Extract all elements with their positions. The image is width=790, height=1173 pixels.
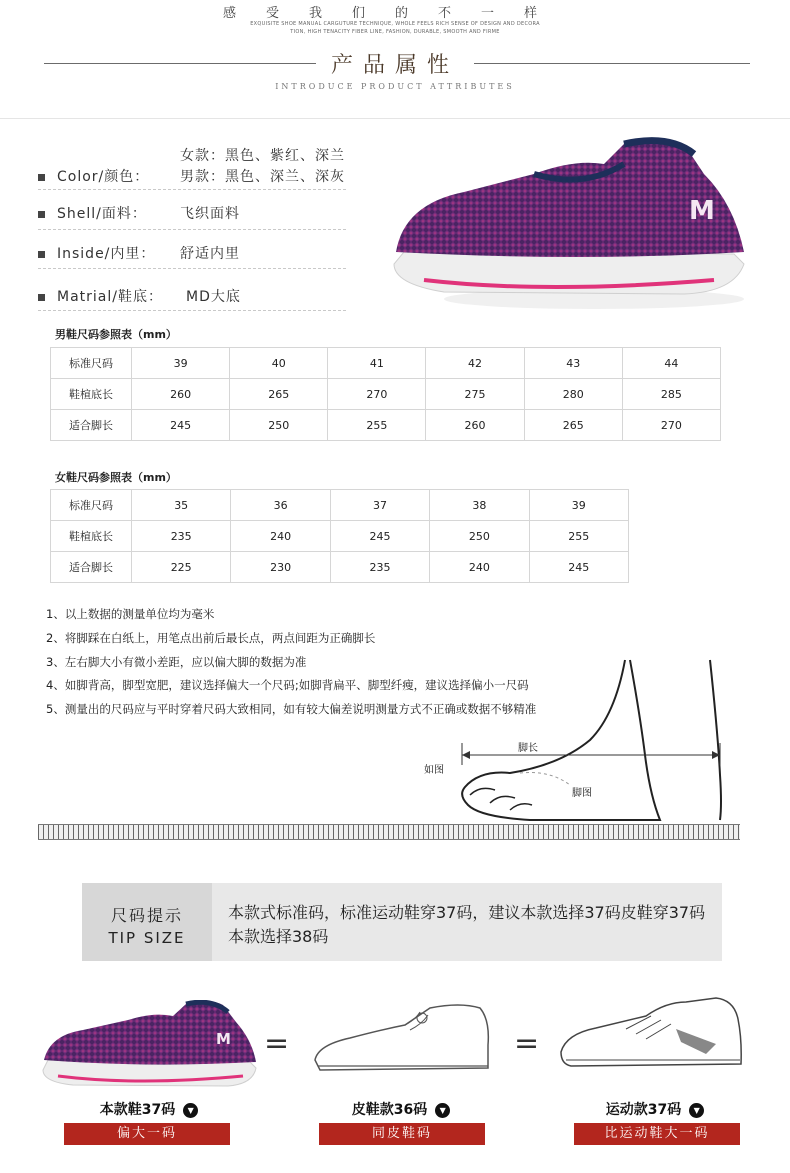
- label-foot-length: 脚长: [518, 743, 538, 754]
- note-item: 2、将脚踩在白纸上，用笔点出前后最长点，两点间距为正确脚长: [46, 630, 376, 645]
- table-cell: 240: [231, 521, 330, 552]
- table-cell: 265: [230, 379, 328, 410]
- table-cell: 230: [231, 552, 330, 583]
- table-cell: 260: [132, 379, 230, 410]
- product-shoe-image: [384, 134, 754, 314]
- table-cell: 37: [330, 490, 429, 521]
- table-cell: 250: [430, 521, 529, 552]
- table-row: [51, 348, 721, 379]
- matrial-value: MD大底: [186, 289, 241, 305]
- arrow-down-icon: ▼: [689, 1103, 704, 1118]
- row-label: 标准尺码: [51, 348, 132, 379]
- tip-label-en: TIP SIZE: [108, 929, 186, 947]
- table-cell: 270: [328, 379, 426, 410]
- table-cell: 245: [529, 552, 628, 583]
- color-men-value: 男款：黑色、深兰、深灰: [180, 169, 345, 185]
- table-row: [51, 490, 629, 521]
- table-cell: 265: [524, 410, 622, 441]
- caption-leather-shoe: [316, 1099, 486, 1119]
- table-row: [51, 552, 629, 583]
- table-cell: 44: [622, 348, 720, 379]
- arrow-down-icon: ▼: [435, 1103, 450, 1118]
- table-cell: 245: [330, 521, 429, 552]
- table-cell: 260: [426, 410, 524, 441]
- bar-sports-shoe: 比运动鞋大一码: [574, 1123, 740, 1145]
- equals-sign-1: =: [264, 1026, 290, 1061]
- table-cell: 255: [529, 521, 628, 552]
- attr-divider: [38, 229, 346, 230]
- men-table-caption: 男鞋尺码参照表（mm）: [55, 328, 177, 341]
- women-size-table: [50, 489, 629, 583]
- section-title: 产品属性: [330, 53, 459, 78]
- women-table-caption: 女鞋尺码参照表（mm）: [55, 471, 177, 484]
- header-rule: [0, 118, 790, 119]
- this-shoe-image: [38, 1000, 258, 1090]
- caption-this-shoe-text: 本款鞋37码: [99, 1102, 176, 1118]
- table-cell: 250: [230, 410, 328, 441]
- bullet-icon: [38, 294, 45, 301]
- shell-value: 飞织面料: [180, 206, 240, 222]
- arrow-down-icon: ▼: [183, 1103, 198, 1118]
- sub-line-1: EXQUISITE SHOE MANUAL CARGUTURE TECHNIQUE, WHOLE FEELS RICH SENSE OF DESIGN AND DECORA: [250, 21, 540, 27]
- color-label: Color/颜色：: [57, 169, 150, 185]
- row-label: 鞋楦底长: [51, 379, 132, 410]
- tip-label-block: [82, 883, 212, 961]
- table-cell: 35: [132, 490, 231, 521]
- shell-label: Shell/面料：: [57, 206, 147, 222]
- sub-line-2: TION, HIGH TENACITY FIBER LINE, FASHION, DURABLE, SMOOTH AND FIRME: [290, 29, 500, 35]
- table-cell: 235: [132, 521, 231, 552]
- table-cell: 280: [524, 379, 622, 410]
- ruler: [38, 824, 740, 840]
- tip-text: 本款式标准码，标准运动鞋穿37码，建议本款选择37码皮鞋穿37码本款选择38码: [228, 903, 706, 946]
- table-cell: 285: [622, 379, 720, 410]
- bar-this-shoe: 偏大一码: [64, 1123, 230, 1145]
- bullet-icon: [38, 211, 45, 218]
- foot-diagram: [420, 655, 740, 825]
- men-size-table: [50, 347, 721, 441]
- note-item: 1、以上数据的测量单位均为毫米: [46, 607, 215, 621]
- table-cell: 39: [529, 490, 628, 521]
- tip-label-cn: 尺码提示: [110, 906, 183, 925]
- table-cell: 235: [330, 552, 429, 583]
- color-women-value: 女款：黑色、紫红、深兰: [180, 148, 345, 164]
- matrial-label: Matrial/鞋底：: [57, 289, 163, 305]
- table-cell: 255: [328, 410, 426, 441]
- note-item: 4、如脚背高，脚型宽肥，建议选择偏大一个尺码;如脚背扁平、脚型纤瘦，建议选择偏小一尺码: [46, 678, 529, 693]
- table-cell: 39: [132, 348, 230, 379]
- slogan: 感受我们的不一样: [222, 6, 567, 21]
- equals-sign-2: =: [514, 1026, 540, 1061]
- table-row: [51, 521, 629, 552]
- caption-leather-shoe-text: 皮鞋款36码: [351, 1102, 428, 1118]
- row-label: 标准尺码: [51, 490, 132, 521]
- svg-text:M: M: [216, 1030, 231, 1048]
- table-cell: 275: [426, 379, 524, 410]
- bar-leather-shoe: 同皮鞋码: [319, 1123, 485, 1145]
- inside-value: 舒适内里: [180, 246, 240, 262]
- row-label: 适合脚长: [51, 552, 132, 583]
- table-cell: 42: [426, 348, 524, 379]
- table-cell: 245: [132, 410, 230, 441]
- label-as-shown: 如图: [424, 765, 444, 776]
- note-item: 3、左右脚大小有微小差距，应以偏大脚的数据为准: [46, 654, 307, 669]
- row-label: 适合脚长: [51, 410, 132, 441]
- caption-sports-shoe-text: 运动款37码: [605, 1102, 682, 1118]
- table-row: [51, 410, 721, 441]
- note-item: 5、测量出的尺码应与平时穿着尺码大致相同，如有较大偏差说明测量方式不正确或数据不够精准: [46, 702, 537, 717]
- table-cell: 36: [231, 490, 330, 521]
- label-foot-shape: 脚图: [572, 788, 592, 799]
- table-cell: 41: [328, 348, 426, 379]
- attr-divider: [38, 310, 346, 311]
- attr-divider: [38, 268, 346, 269]
- table-cell: 240: [430, 552, 529, 583]
- inside-label: Inside/内里：: [57, 246, 156, 262]
- caption-this-shoe: [64, 1099, 234, 1119]
- table-cell: 270: [622, 410, 720, 441]
- bullet-icon: [38, 174, 45, 181]
- svg-text:M: M: [689, 196, 715, 226]
- table-cell: 38: [430, 490, 529, 521]
- leather-shoe-image: [310, 1000, 500, 1080]
- table-cell: 43: [524, 348, 622, 379]
- bullet-icon: [38, 251, 45, 258]
- table-cell: 225: [132, 552, 231, 583]
- table-row: [51, 379, 721, 410]
- table-cell: 40: [230, 348, 328, 379]
- section-title-en: INTRODUCE PRODUCT ATTRIBUTES: [275, 82, 515, 91]
- sports-shoe-image: [556, 994, 746, 1076]
- row-label: 鞋楦底长: [51, 521, 132, 552]
- caption-sports-shoe: [570, 1099, 740, 1119]
- attr-divider: [38, 189, 346, 190]
